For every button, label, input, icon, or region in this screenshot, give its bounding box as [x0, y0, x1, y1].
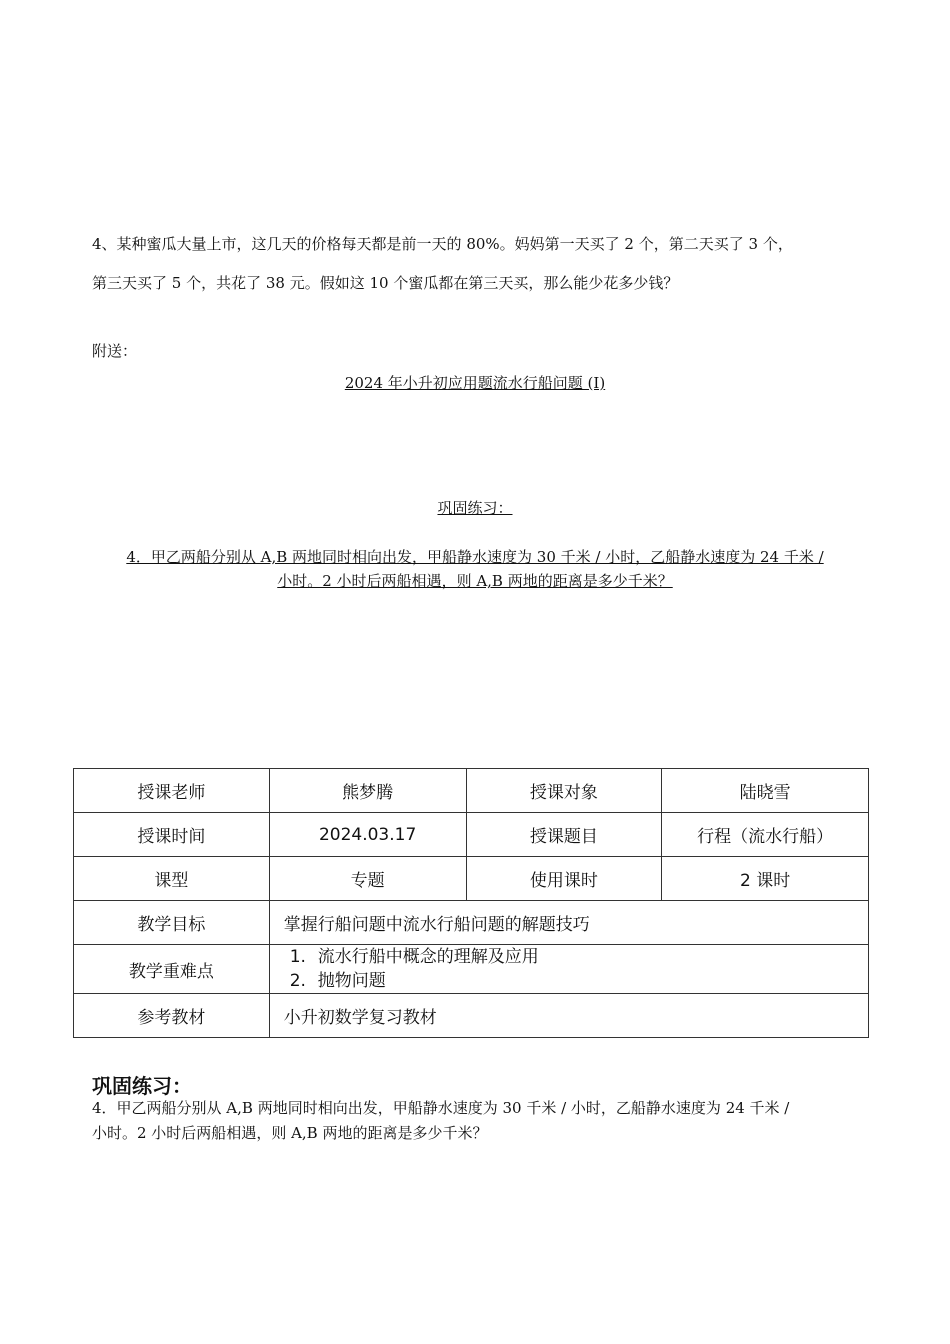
- material-value: 小升初数学复习教材: [269, 994, 868, 1038]
- exercise-top-line-2: 小时。2 小时后两船相遇，则 A,B 两地的距离是多少千米？: [277, 572, 673, 590]
- difficulty-label: 教学重难点: [74, 945, 270, 994]
- difficulty-item-number: 2.: [289, 971, 306, 991]
- type-value: 专题: [269, 857, 466, 901]
- hours-label: 使用课时: [466, 857, 662, 901]
- table-row: [74, 994, 869, 1038]
- table-row: [74, 901, 869, 945]
- material-label: 参考教材: [74, 994, 270, 1038]
- exercise-bottom-heading: 巩固练习：: [92, 1074, 192, 1098]
- attachment-title: 2024 年小升初应用题流水行船问题 (I): [344, 374, 606, 392]
- table-row: [74, 769, 869, 813]
- table-row: [74, 813, 869, 857]
- time-value: 2024.03.17: [269, 813, 466, 857]
- goal-value: 掌握行船问题中流水行船问题的解题技巧: [269, 901, 868, 945]
- attachment-label: 附送：: [92, 342, 138, 360]
- difficulty-item: [284, 945, 868, 969]
- difficulty-list: [269, 945, 868, 994]
- type-label: 课型: [74, 857, 270, 901]
- problem-4-line-1: 4、某种蜜瓜大量上市，这几天的价格每天都是前一天的 80%。妈妈第一天买了 2 个，第二天买了 3 个，: [92, 235, 793, 253]
- table-row: [74, 945, 869, 994]
- teacher-value: 熊梦腾: [269, 769, 466, 813]
- exercise-bottom-line-2: 小时。2 小时后两船相遇，则 A,B 两地的距离是多少千米？: [92, 1124, 488, 1142]
- table-row: [74, 857, 869, 901]
- teacher-label: 授课老师: [74, 769, 270, 813]
- time-label: 授课时间: [74, 813, 270, 857]
- exercise-top-heading: 巩固练习：: [437, 499, 513, 517]
- problem-4-line-2: 第三天买了 5 个，共花了 38 元。假如这 10 个蜜瓜都在第三天买，那么能少花多少钱？: [92, 274, 679, 292]
- goal-label: 教学目标: [74, 901, 270, 945]
- difficulty-item-text: 抛物问题: [317, 971, 386, 991]
- exercise-top-line-1: 4．甲乙两船分别从 A,B 两地同时相向出发，甲船静水速度为 30 千米 / 小时，乙船静水速度为 24 千米 /: [126, 548, 824, 566]
- student-label: 授课对象: [466, 769, 662, 813]
- lesson-info-table: [73, 768, 869, 1038]
- difficulty-item: [284, 969, 868, 993]
- student-value: 陆晓雪: [662, 769, 869, 813]
- topic-label: 授课题目: [466, 813, 662, 857]
- hours-value: 2 课时: [662, 857, 869, 901]
- exercise-bottom-line-1: 4．甲乙两船分别从 A,B 两地同时相向出发，甲船静水速度为 30 千米 / 小时，乙船静水速度为 24 千米 /: [92, 1099, 790, 1117]
- difficulty-item-text: 流水行船中概念的理解及应用: [317, 947, 539, 967]
- difficulty-item-number: 1.: [289, 947, 306, 967]
- topic-value: 行程（流水行船）: [662, 813, 869, 857]
